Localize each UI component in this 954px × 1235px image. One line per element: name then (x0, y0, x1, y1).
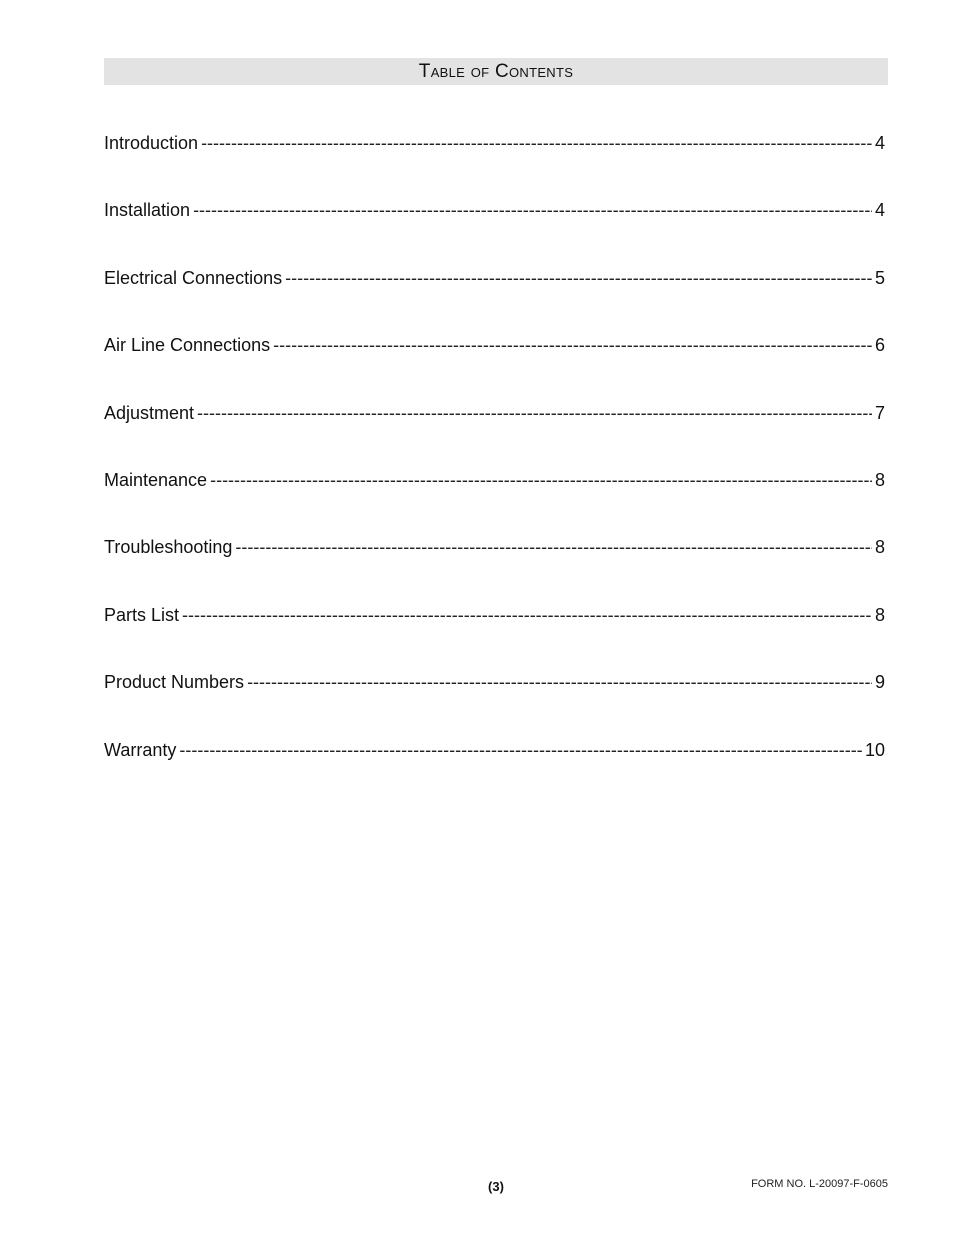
page-number: (3) (488, 1179, 504, 1194)
toc-entry-installation[interactable] (104, 200, 885, 267)
toc-entry-label: Electrical Connections (104, 267, 283, 288)
form-number: FORM NO. L-20097-F-0605 (751, 1178, 888, 1190)
toc-entry-introduction[interactable] (104, 133, 885, 200)
toc-entry-label: Introduction (104, 133, 199, 153)
toc-entry-electrical-connections[interactable] (104, 268, 885, 335)
toc-entry-page: 8 (874, 604, 885, 625)
toc-entry-label: Maintenance (104, 469, 208, 490)
dot-leader (197, 403, 872, 424)
toc-entry-product-numbers[interactable] (104, 672, 885, 739)
dot-leader (247, 672, 872, 693)
toc-entry-label: Adjustment (104, 402, 195, 423)
toc-entry-label: Product Numbers (104, 672, 245, 693)
toc-entry-page: 9 (874, 672, 885, 693)
table-of-contents (104, 133, 885, 807)
toc-entry-page: 8 (874, 469, 885, 490)
dot-leader (201, 133, 872, 154)
toc-entry-parts-list[interactable] (104, 605, 885, 672)
toc-entry-air-line-connections[interactable] (104, 335, 885, 402)
toc-entry-label: Troubleshooting (104, 537, 233, 558)
dot-leader (179, 740, 862, 761)
toc-entry-label: Installation (104, 200, 191, 221)
dot-leader (235, 537, 872, 558)
toc-entry-adjustment[interactable] (104, 403, 885, 470)
toc-entry-label: Air Line Connections (104, 335, 271, 356)
dot-leader (210, 470, 872, 491)
toc-entry-page: 5 (874, 267, 885, 288)
dot-leader (193, 200, 872, 221)
toc-entry-page: 7 (874, 402, 885, 423)
toc-entry-page: 8 (874, 537, 885, 558)
toc-entry-troubleshooting[interactable] (104, 537, 885, 604)
toc-entry-page: 6 (874, 335, 885, 356)
toc-entry-label: Warranty (104, 739, 177, 760)
dot-leader (285, 268, 872, 289)
toc-entry-page: 4 (874, 133, 885, 153)
toc-entry-warranty[interactable] (104, 740, 885, 807)
page-title: Table of Contents (104, 58, 888, 85)
toc-entry-maintenance[interactable] (104, 470, 885, 537)
dot-leader (273, 335, 872, 356)
toc-entry-label: Parts List (104, 604, 180, 625)
dot-leader (182, 605, 872, 626)
toc-entry-page: 4 (874, 200, 885, 221)
toc-entry-page: 10 (864, 739, 885, 760)
